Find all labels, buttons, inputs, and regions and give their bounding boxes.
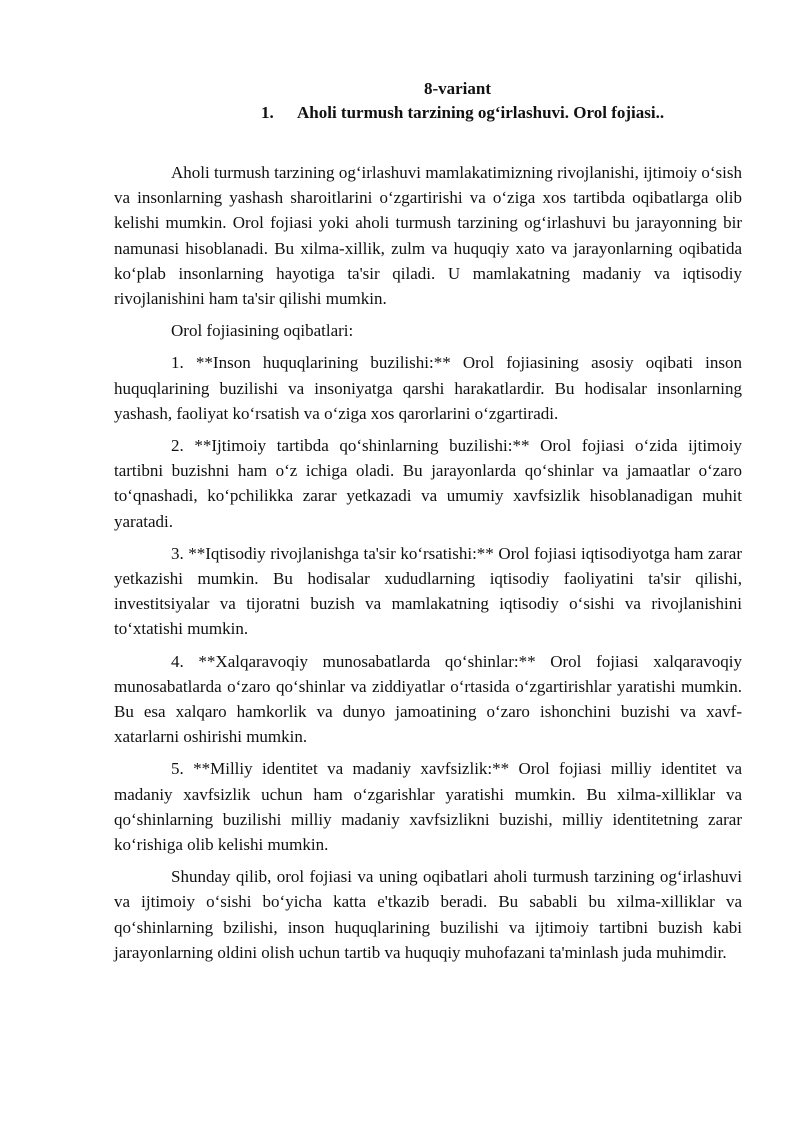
document-body xyxy=(114,160,742,972)
paragraph-item-3: 3. **Iqtisodiy rivojlanishga ta'sir ko‘rsatishi:** Orol fojiasi iqtisodiyotga ham zarar yetkazishi mumkin. Bu hodisalar xududlarning iqtisodiy faoliyatini ta'sir qilishi, investitsiyalar va tijoratni buzish va mamlakatning iqtisodiy o‘sishi va rivojlanishini to‘xtatishi mumkin. xyxy=(114,543,742,639)
section-heading xyxy=(261,102,664,124)
section-title: Aholi turmush tarzining og‘irlashuvi. Orol fojiasi.. xyxy=(297,103,665,122)
paragraph-item-1: 1. **Inson huquqlarining buzilishi:** Orol fojiasining asosiy oqibati inson huquqlarining buzilishi va insoniyatga qarshi harakatlardir. Bu hodisalar insonlarning yashash, faoliyat ko‘rsatish va o‘ziga xos qarorlarini o‘zgartiradi. xyxy=(114,353,742,423)
variant-title: 8-variant xyxy=(423,79,492,98)
paragraph-intro: Aholi turmush tarzining og‘irlashuvi mamlakatimizning rivojlanishi, ijtimoiy o‘sish va insonlarning yashash sharoitlarini o‘zgartirishi va o‘ziga xos tartibda oqibatlarga olib kelishi mumkin. Orol fojiasi yoki aholi turmush tarzining og‘irlashuvi bu jarayonning bir namunasi hisoblanadi. Bu xilma-xillik, zulm va huquqiy xato va jarayonlarning oqibatida ko‘plab insonlarning hayotiga ta'sir qiladi. U mamlakatning madaniy va iqtisodiy rivojlanishini ham ta'sir qilishi mumkin. xyxy=(114,163,742,309)
paragraph-item-5: 5. **Milliy identitet va madaniy xavfsizlik:** Orol fojiasi milliy identitet va madaniy xavfsizlik uchun ham o‘zgarishlar yaratishi mumkin. Bu xilma-xilliklar va qo‘shinlarning buzilishi milliy madaniy xavfsizlikni buzishi, milliy identitetning zarar ko‘rishiga olib kelishi mumkin. xyxy=(114,759,742,855)
paragraph-consequences-label: Orol fojiasining oqibatlari: xyxy=(171,321,354,341)
paragraph-item-2: 2. **Ijtimoiy tartibda qo‘shinlarning buzilishi:** Orol fojiasi o‘zida ijtimoiy tartibni buzishni ham o‘z ichiga oladi. Bu jarayonlarda qo‘shinlar va jamaatlar o‘zaro to‘qnashadi, ko‘pchilikka zarar yetkazadi va umumiy xavfsizlik hisoblanadigan muhit yaratadi. xyxy=(114,436,742,531)
paragraph-item-4: 4. **Xalqaravoqiy munosabatlarda qo‘shinlar:** Orol fojiasi xalqaravoqiy munosabatlarda o‘zaro qo‘shinlar va ziddiyatlar o‘rtasida o‘zgartirishlar yaratishi mumkin. Bu esa xalqaro hamkorlik va dunyo jamoatining o‘zaro ishonchini buzishi va xavf-xatarlarni oshirishi mumkin. xyxy=(114,651,742,747)
section-number: 1. xyxy=(261,103,274,122)
paragraph-conclusion: Shunday qilib, orol fojiasi va uning oqibatlari aholi turmush tarzining og‘irlashuvi va ijtimoiy o‘sishi bo‘yicha katta e'tkazib beradi. Bu sababli bu xilma-xilliklar va qo‘shinlarning bzilishi, inson huquqlarining buzilishi va ijtimoiy tartibni buzish kabi jarayonlarning oldini olish uchun tartib va huquqiy muhofazani ta'minlash juda muhimdir. xyxy=(114,867,742,962)
